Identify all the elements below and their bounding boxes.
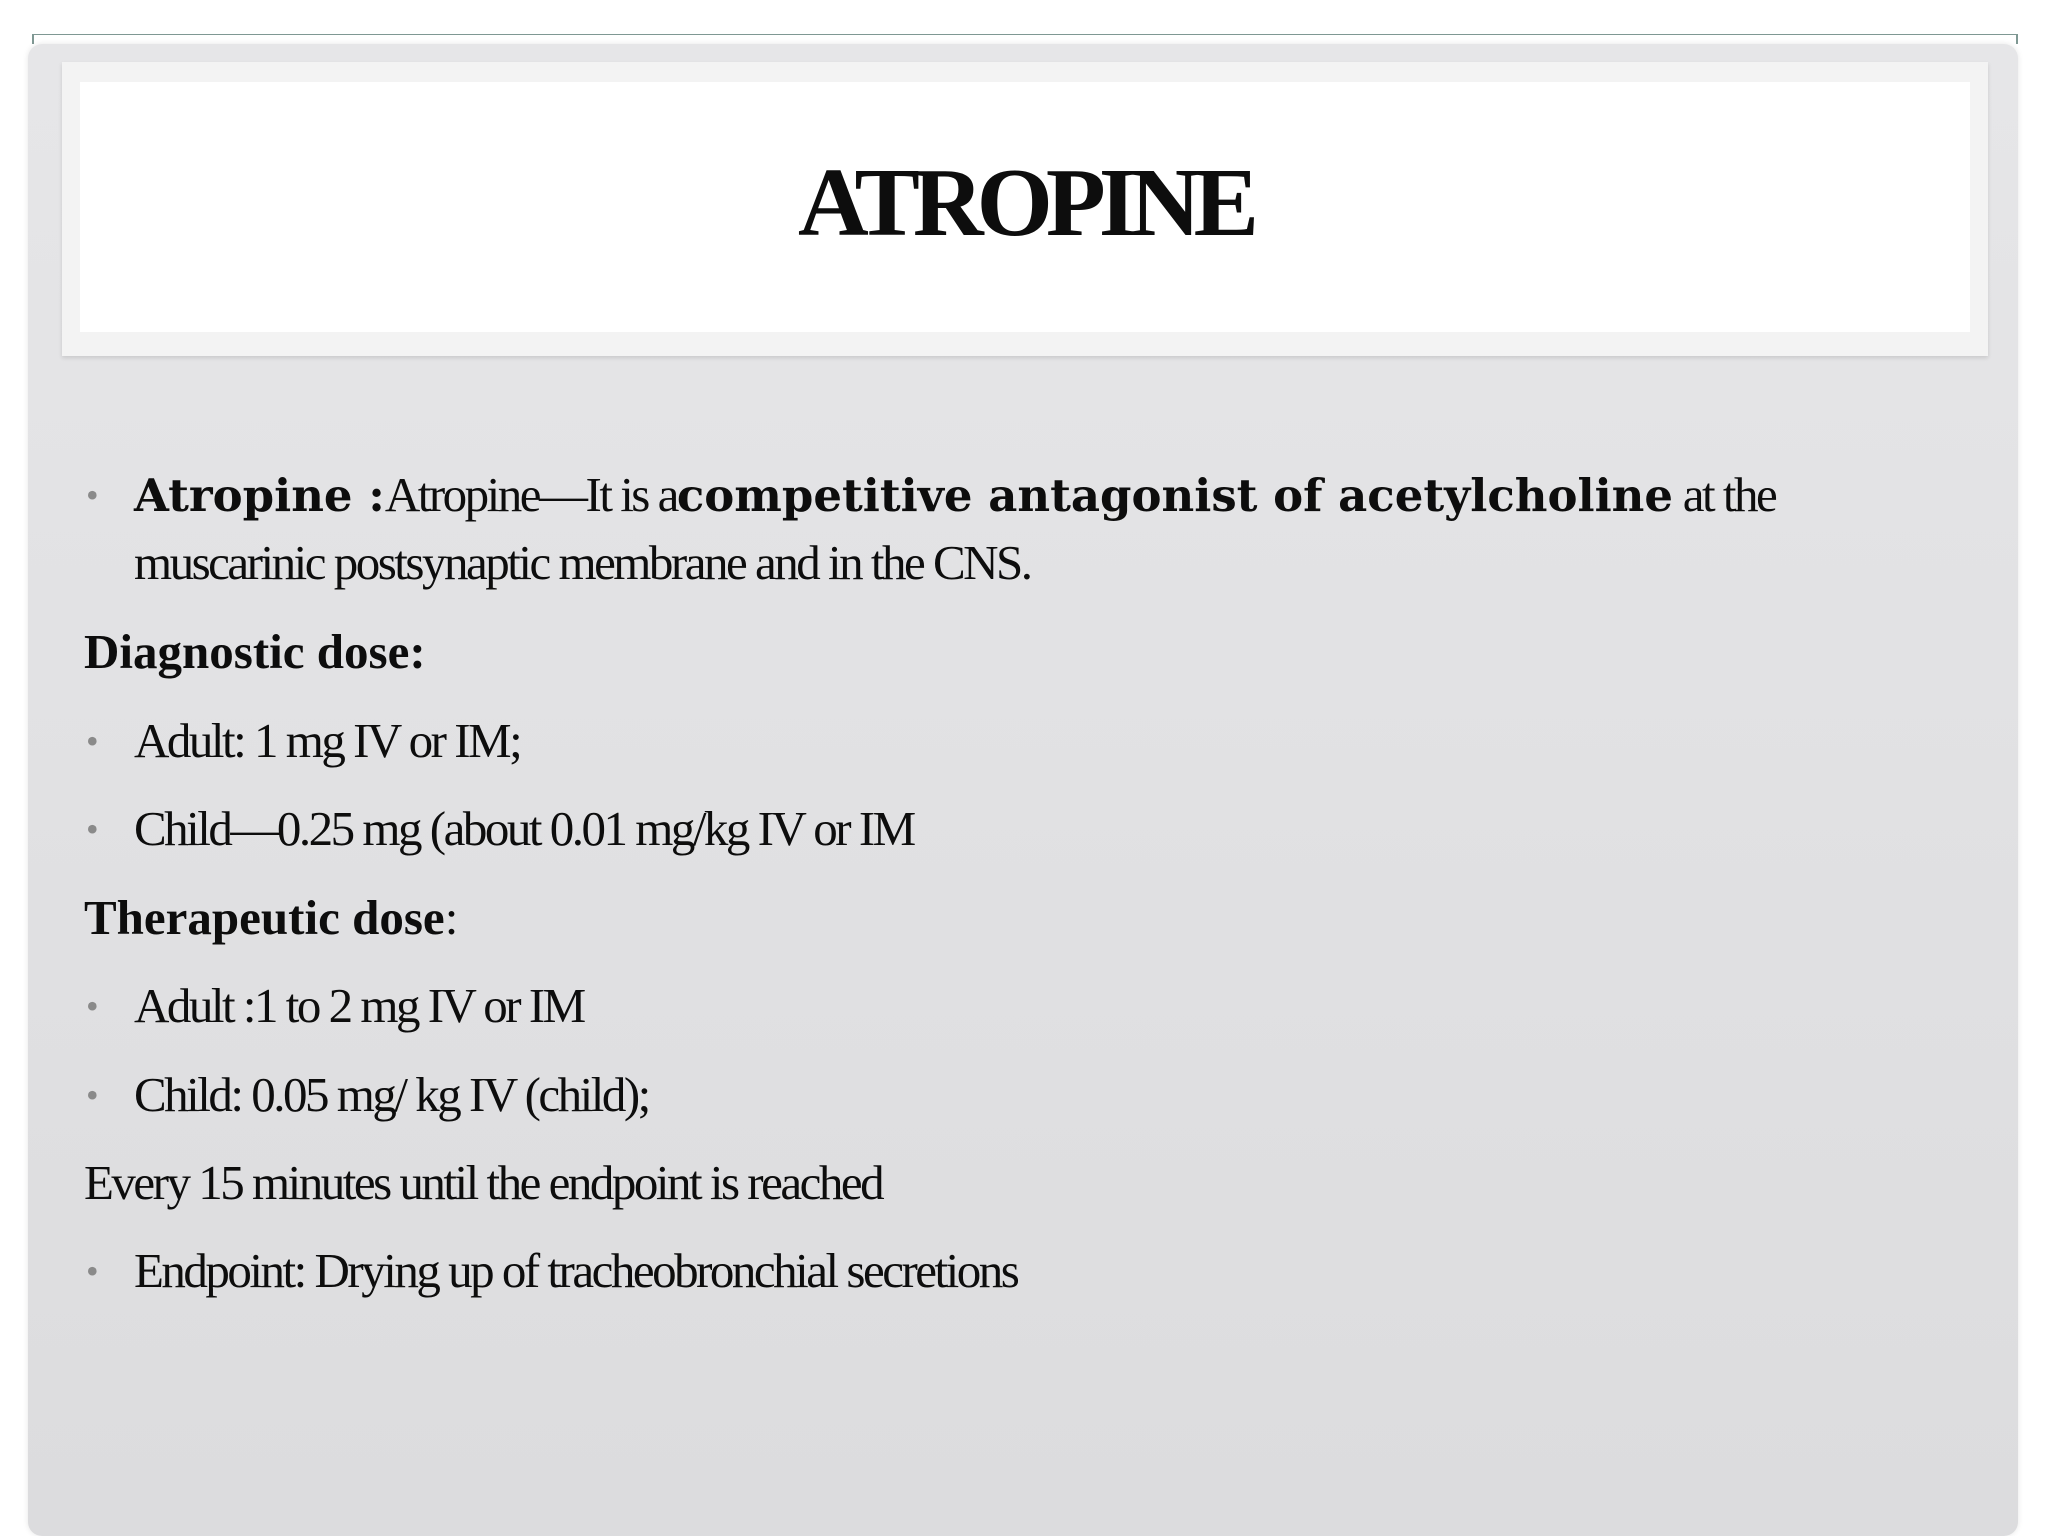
- intro-text-1: Atropine—It is a: [384, 467, 677, 522]
- therapeutic-heading: Therapeutic dose: [84, 890, 445, 945]
- endpoint-line: Endpoint: Drying up of tracheobronchial secretions: [134, 1243, 1018, 1298]
- intro-line-1: [134, 462, 1775, 529]
- intro-line-2: muscarinic postsynaptic membrane and in the CNS.: [134, 535, 1031, 590]
- intro-text-2: at the: [1673, 467, 1776, 522]
- intro-label: Atropine :: [134, 469, 385, 522]
- diagnostic-adult: Adult: 1 mg IV or IM;: [134, 713, 521, 768]
- bullet-dot: •: [86, 1251, 99, 1291]
- therapeutic-child: Child: 0.05 mg/ kg IV (child);: [134, 1067, 649, 1122]
- bullet-dot: •: [86, 1075, 99, 1115]
- frequency-note: Every 15 minutes until the endpoint is reached: [84, 1155, 883, 1210]
- diagnostic-heading: Diagnostic dose:: [84, 624, 426, 679]
- intro-bold-phrase: competitive antagonist of acetylcholine: [676, 469, 1674, 522]
- bullet-dot: •: [86, 809, 99, 849]
- diagnostic-child: Child—0.25 mg (about 0.01 mg/kg IV or IM: [134, 801, 914, 856]
- bullet-dot: •: [86, 986, 99, 1026]
- bullet-dot: •: [86, 721, 99, 761]
- therapeutic-heading-line: [84, 885, 456, 951]
- bullet-dot: •: [86, 475, 99, 515]
- therapeutic-heading-suffix: :: [444, 890, 456, 945]
- slide-title: ATROPINE: [797, 149, 1252, 257]
- therapeutic-adult: Adult :1 to 2 mg IV or IM: [134, 978, 584, 1033]
